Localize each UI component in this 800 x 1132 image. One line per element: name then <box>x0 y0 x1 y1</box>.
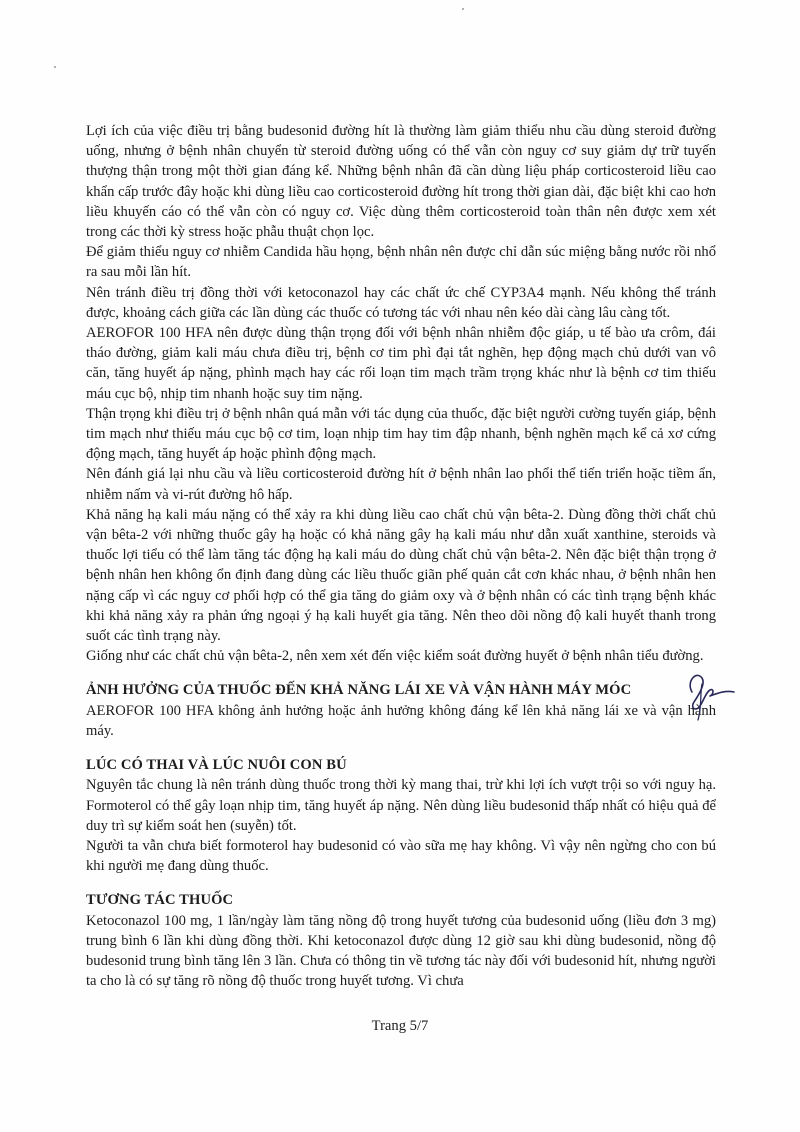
paragraph: AEROFOR 100 HFA không ảnh hưởng hoặc ảnh hưởng không đáng kể lên khả năng lái xe và vận hành máy. <box>86 702 716 739</box>
section-driving <box>86 680 716 741</box>
scan-speck <box>462 8 464 10</box>
paragraph: Người ta vẫn chưa biết formoterol hay budesonid có vào sữa mẹ hay không. Vì vậy nên ngừng cho con bú khi người mẹ đang dùng thuốc. <box>86 837 716 875</box>
section-heading: LÚC CÓ THAI VÀ LÚC NUÔI CON BÚ <box>86 757 347 774</box>
paragraph: Thận trọng khi điều trị ở bệnh nhân quá mẫn với tác dụng của thuốc, đặc biệt người cường tuyến giáp, bệnh tim mạch như thiếu máu cục bộ cơ tim, loạn nhịp tim hay tim đập nhanh, bệnh nghẽn mạch kể cả xơ cứng động mạch, tăng huyết áp hoặc phình động mạch. <box>86 405 716 463</box>
section-interactions <box>86 890 716 991</box>
section-heading: ẢNH HƯỞNG CỦA THUỐC ĐẾN KHẢ NĂNG LÁI XE VÀ VẬN HÀNH MÁY MÓC <box>86 682 632 699</box>
paragraph: Nên đánh giá lại nhu cầu và liều corticosteroid đường hít ở bệnh nhân lao phổi thể tiến triển hoặc tiềm ẩn, nhiễm nấm và vi-rút đường hô hấp. <box>86 466 716 503</box>
paragraph: Khả năng hạ kali máu nặng có thể xảy ra khi dùng liều cao chất chủ vận bêta-2. Dùng đồng thời chất chủ vận bêta-2 với những thuốc gây hạ hoặc có khả năng gây hạ kali máu như dẫn xuất xanthine, steroids và thuốc lợi tiểu có thể làm tăng tác động hạ kali máu do dùng chất chủ vận bêta-2. Nên đặc biệt thận trọng ở bệnh nhân hen không ổn định đang dùng các liều thuốc giãn phế quản cắt cơn khác nhau, ở bệnh nhân hen nặng cấp vì các nguy cơ phối hợp có thể gia tăng do giảm oxy và ở bệnh nhân có các tình trạng bệnh khác khi khả năng xảy ra phản ứng ngoại ý hạ kali huyết gia tăng. Nên theo dõi nồng độ kali huyết thanh trong suốt các tình trạng này. <box>86 506 716 645</box>
paragraph: Ketoconazol 100 mg, 1 lần/ngày làm tăng nồng độ trong huyết tương của budesonid uống (liều đơn 3 mg) trung bình 6 lần khi dùng đồng thời. Khi ketoconazol được dùng 12 giờ sau khi dùng budesonid, nồng độ budesonid trung bình tăng lên 3 lần. Chưa có thông tin về tương tác này đối với budesonid hít, nhưng người ta cho là có sự tăng rõ nồng độ thuốc trong huyết tương. Vì chưa <box>86 912 716 990</box>
document-body <box>86 121 716 991</box>
paragraph: Lợi ích của việc điều trị bằng budesonid đường hít là thường làm giảm thiểu nhu cầu dùng steroid đường uống, nhưng ở bệnh nhân chuyển từ steroid đường uống có thể vẫn còn nguy cơ suy giảm dự trữ tuyến thượng thận trong một thời gian đáng kể. Những bệnh nhân đã cần dùng liệu pháp corticosteroid liều cao khẩn cấp trước đây hoặc khi dùng liều cao corticosteroid đường hít trong thời gian dài, đặc biệt khi cao hơn liều khuyến cáo có thể vẫn còn có nguy cơ. Việc dùng thêm corticosteroid toàn thân nên được xem xét trong các thời kỳ stress hoặc phẫu thuật chọn lọc. <box>86 123 716 241</box>
paragraph: Nguyên tắc chung là nên tránh dùng thuốc trong thời kỳ mang thai, trừ khi lợi ích vượt trội so với nguy hạ. Formoterol có thể gây loạn nhịp tim, tăng huyết áp nặng. Nên dùng liều budesonid thấp nhất có hiệu quả để duy trì sự kiểm soát hen (suyễn) tốt. <box>86 777 716 834</box>
paragraph: AEROFOR 100 HFA nên được dùng thận trọng đối với bệnh nhân nhiễm độc giáp, u tế bào ưa crôm, đái tháo đường, giảm kali máu chưa điều trị, bệnh cơ tim phì đại tắt nghẽn, hẹp động mạch chủ dưới van vô căn, tăng huyết áp nặng, phình mạch hay các rối loạn tim mạch trầm trọng khác như là bệnh cơ tim thiếu máu cục bộ, nhịp tim nhanh hoặc suy tim nặng. <box>86 325 716 402</box>
handwritten-initials-signature <box>680 662 740 722</box>
paragraph: Giống như các chất chủ vận bêta-2, nên xem xét đến việc kiểm soát đường huyết ở bệnh nhân tiểu đường. <box>86 648 704 665</box>
scan-speck <box>54 66 56 68</box>
paragraph: Để giảm thiểu nguy cơ nhiễm Candida hầu họng, bệnh nhân nên được chỉ dẫn súc miệng bằng nước rồi nhổ ra sau mỗi lần hít. <box>86 244 716 281</box>
section-pregnancy <box>86 755 716 876</box>
precautions-block <box>86 121 716 666</box>
paragraph: Nên tránh điều trị đồng thời với ketoconazol hay các chất ức chế CYP3A4 mạnh. Nếu không thể tránh được, khoảng cách giữa các lần dùng các thuốc có tương tác với nhau nên kéo dài càng lâu càng tốt. <box>86 284 716 321</box>
page-number: Trang 5/7 <box>371 1018 429 1034</box>
section-heading: TƯƠNG TÁC THUỐC <box>86 892 234 909</box>
